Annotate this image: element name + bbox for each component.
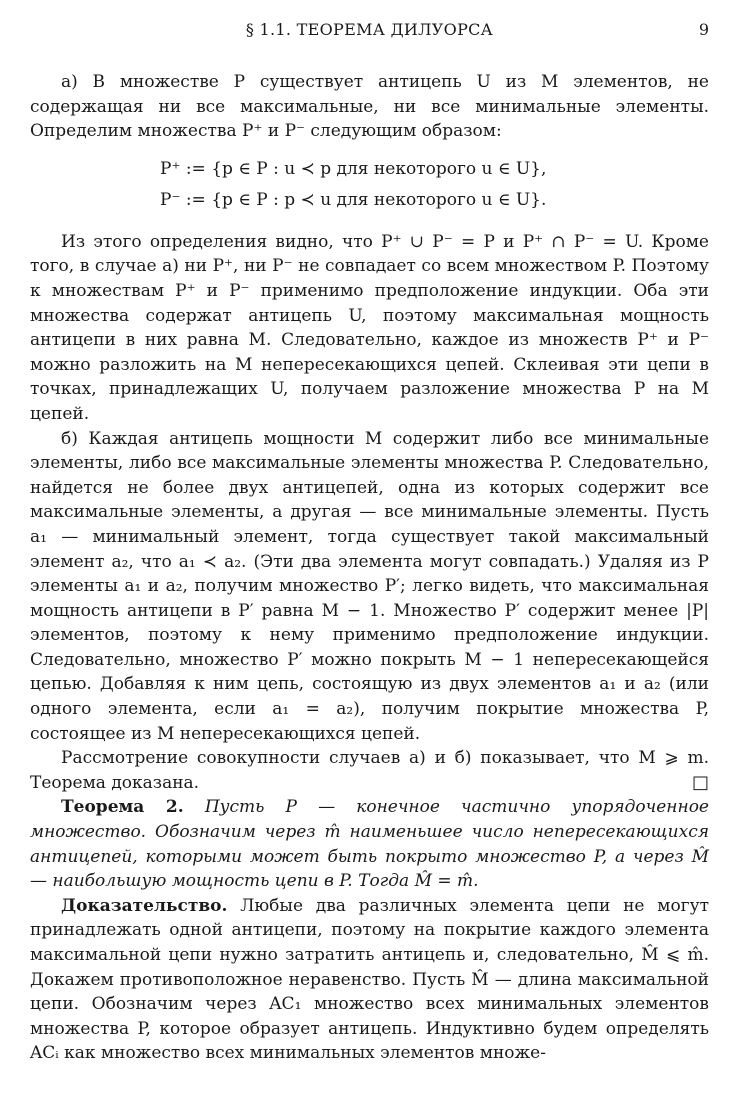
formula-p-minus: P⁻ := {p ∈ P : p ≺ u для некоторого u ∈ U}. <box>160 189 547 210</box>
theorem-2 <box>30 795 709 893</box>
page-body <box>30 70 709 1066</box>
formula-block <box>30 154 709 216</box>
theorem-statement: Пусть P — конечное частично упорядоченное множество. Обозначим через m̂ наименьшее число непересекающихся антицепей, которыми может быть покрыто множество P, а через M̂ — наибольшую мощность цепи в P. Тогда M̂ = m̂. <box>30 797 709 892</box>
qed-box: □ <box>691 771 709 793</box>
paragraph-conclusion <box>30 746 709 795</box>
running-header <box>0 20 739 44</box>
proof-text: Любые два различных элемента цепи не могут принадлежать одной антицепи, поэтому на покрытие каждого элемента максимальной цепи нужно затратить антицепь и, следовательно, M̂ ⩽ m̂. Докажем противоположное неравенство. Пусть M̂ — длина максимальной цепи. Обозначим через AC₁ множество всех минимальных элементов множества P, которое образует антицепь. Индуктивно будем определять ACᵢ как множество всех минимальных элементов множе- <box>30 895 709 1064</box>
paragraph-case-b: б) Каждая антицепь мощности M содержит либо все минимальные элементы, либо все максимальные элементы множества P. Следовательно, найдется не более двух антицепей, одна из которых содержит все максимальные элементы, а другая — все минимальные элементы. Пусть a₁ — минимальный элемент, тогда существует такой максимальный элемент a₂, что a₁ ≺ a₂. (Эти два элемента могут совпадать.) Удаляя из P элементы a₁ и a₂, получим множество P′; легко видеть, что максимальная мощность антицепи в P′ равна M − 1. Множество P′ содержит менее |P| элементов, поэтому к нему применимо предположение индукции. Следовательно, множество P′ можно покрыть M − 1 непересекающейся цепью. Добавляя к ним цепь, состоящую из двух элементов a₁ и a₂ (или одного элемента, если a₁ = a₂), получим покрытие множества P, состоящее из M непересекающихся цепей. <box>30 428 709 744</box>
paragraph-case-a: а) В множестве P существует антицепь U из M элементов, не содержащая ни все максимальные, ни все минимальные элементы. Определим множества P⁺ и P⁻ следующим образом: <box>30 72 709 142</box>
chapter-title: § 1.1. ТЕОРЕМА ДИЛУОРСА <box>245 20 494 39</box>
page-number: 9 <box>698 20 709 39</box>
conclusion-text: Рассмотрение совокупности случаев а) и б) показывает, что M ⩾ m. Теорема доказана. <box>30 748 709 793</box>
theorem-label: Теорема 2. <box>61 797 184 818</box>
proof-label: Доказательство. <box>61 895 228 916</box>
formula-p-plus: P⁺ := {p ∈ P : u ≺ p для некоторого u ∈ U}, <box>160 158 547 179</box>
paragraph-union: Из этого определения видно, что P⁺ ∪ P⁻ = P и P⁺ ∩ P⁻ = U. Кроме того, в случае а) ни P⁺, ни P⁻ не совпадает со всем множеством P. Поэтому к множествам P⁺ и P⁻ применимо предположение индукции. Оба эти множества содержат антицепь U, поэтому максимальная мощность антицепи в них равна M. Следовательно, каждое из множеств P⁺ и P⁻ можно разложить на M непересекающихся цепей. Склеивая эти цепи в точках, принадлежащих U, получаем разложение множества P на M цепей. <box>30 231 709 424</box>
proof <box>30 894 709 1066</box>
